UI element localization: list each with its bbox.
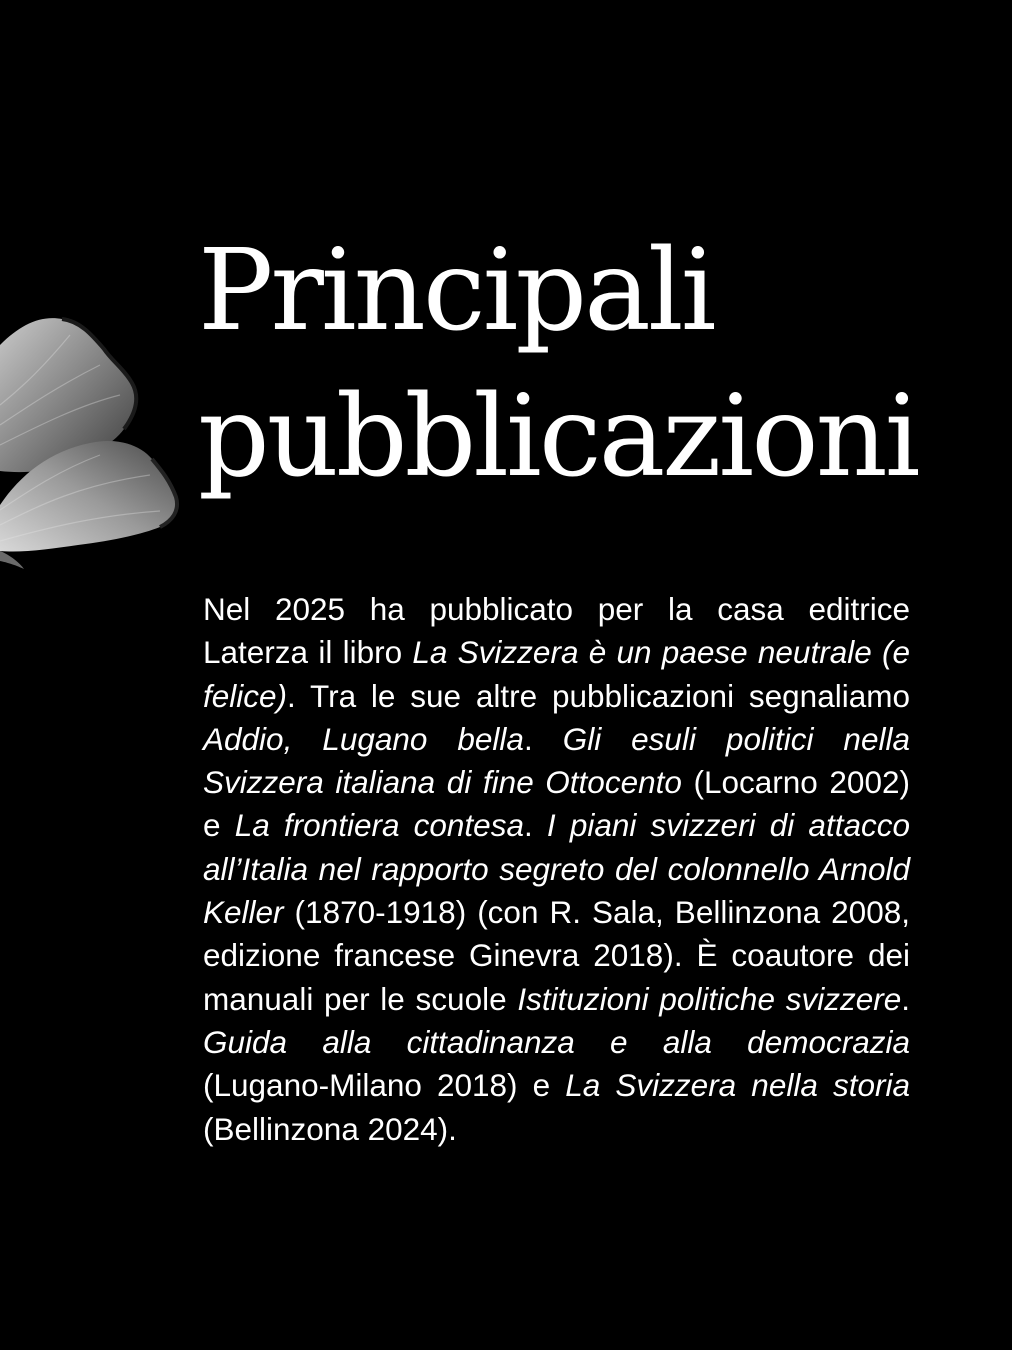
title-line-2: pubblicazioni [198,372,918,502]
flower-petals-image [0,305,200,575]
italic-title-segment: I piani svizzeri di attacco all’Italia nel rapporto segreto del colonnello Arnold Keller [203,807,910,931]
italic-title-segment: Guida alla cittadinanza e alla democrazia [203,1023,910,1060]
text-segment: . Tra le sue altre pubblicazioni segnaliamo [287,677,910,714]
italic-title-segment: Istituzioni politiche svizzere [517,980,902,1017]
text-segment: (Locarno 2002) e [203,764,910,844]
italic-title-segment: La Svizzera è un paese neutrale (e felice) [203,634,910,714]
title-line-1: Principali [198,226,714,356]
italic-title-segment: La Svizzera nella storia [565,1067,910,1104]
italic-title-segment: Addio, Lugano bella [203,720,524,757]
page-title [198,218,998,510]
text-segment: (1870-1918) (con R. Sala, Bellinzona 2008, edizione francese Ginevra 2018). È coautore dei manuali per le scuole [203,894,910,1017]
text-segment: . [523,807,547,844]
text-segment: (Lugano-Milano 2018) e [203,1067,566,1104]
text-segment: (Bellinzona 2024). [203,1110,457,1147]
publications-paragraph [203,588,910,1151]
text-segment: Nel 2025 ha pubblicato per la casa editrice Laterza il libro [203,591,910,671]
italic-title-segment: La frontiera contesa [234,807,524,844]
text-segment: . [901,980,910,1017]
italic-title-segment: Gli esuli politici nella Svizzera italiana di fine Ottocento [203,720,910,801]
text-segment: . [523,720,563,757]
